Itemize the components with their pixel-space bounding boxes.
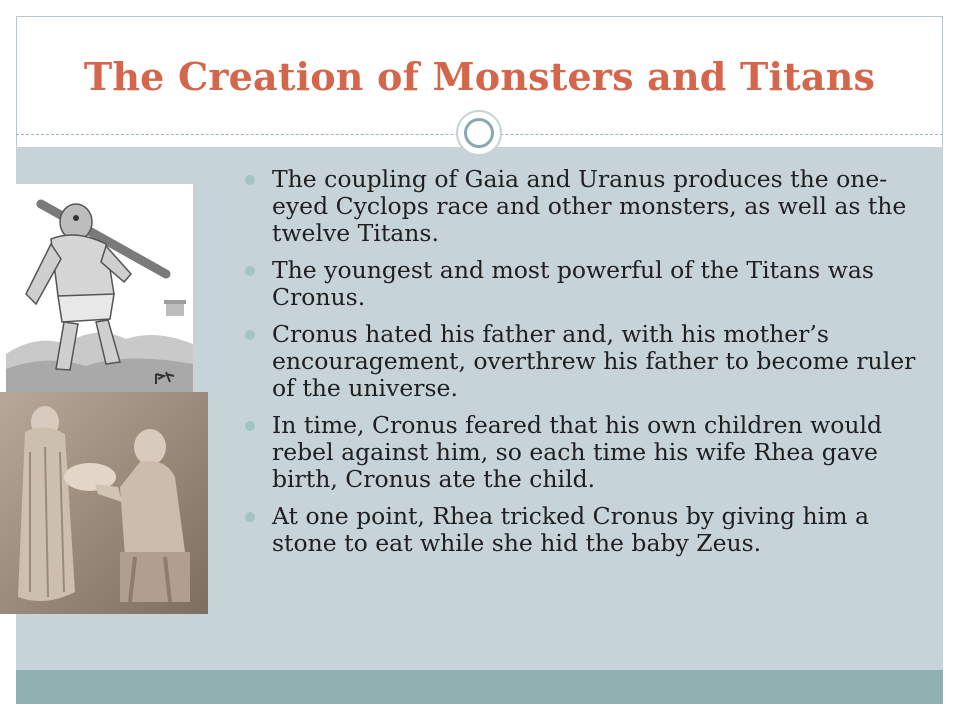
bullet-dot-icon [245, 266, 255, 276]
bullet-dot-icon [245, 421, 255, 431]
cyclops-drawing [6, 184, 193, 394]
bullet-text: At one point, Rhea tricked Cronus by giving him a stone to eat while she hid the baby Zeus. [272, 502, 869, 557]
rhea-cronus-relief-image [0, 392, 208, 614]
circle-ornament-ring [464, 118, 494, 148]
bullet-dot-icon [245, 175, 255, 185]
slide-title: The Creation of Monsters and Titans [83, 54, 876, 99]
bullet-text: The youngest and most powerful of the Titans was Cronus. [272, 256, 874, 311]
list-item [244, 503, 934, 557]
bullet-text: Cronus hated his father and, with his mother’s encouragement, overthrew his father to become ruler of the universe. [272, 320, 916, 402]
list-item [244, 166, 934, 247]
circle-ornament-icon [456, 110, 502, 156]
footer-band [16, 670, 943, 704]
list-item [244, 321, 934, 402]
bullet-text: In time, Cronus feared that his own children would rebel against him, so each time his wife Rhea gave birth, Cronus ate the child. [272, 411, 883, 493]
bullet-list [244, 166, 934, 567]
cyclops-illustration [6, 184, 193, 394]
bullet-dot-icon [245, 330, 255, 340]
bullet-text: The coupling of Gaia and Uranus produces the one-eyed Cyclops race and other monsters, as well as the twelve Titans. [272, 165, 907, 247]
relief-drawing [0, 392, 208, 614]
list-item [244, 412, 934, 493]
bullet-dot-icon [245, 512, 255, 522]
list-item [244, 257, 934, 311]
